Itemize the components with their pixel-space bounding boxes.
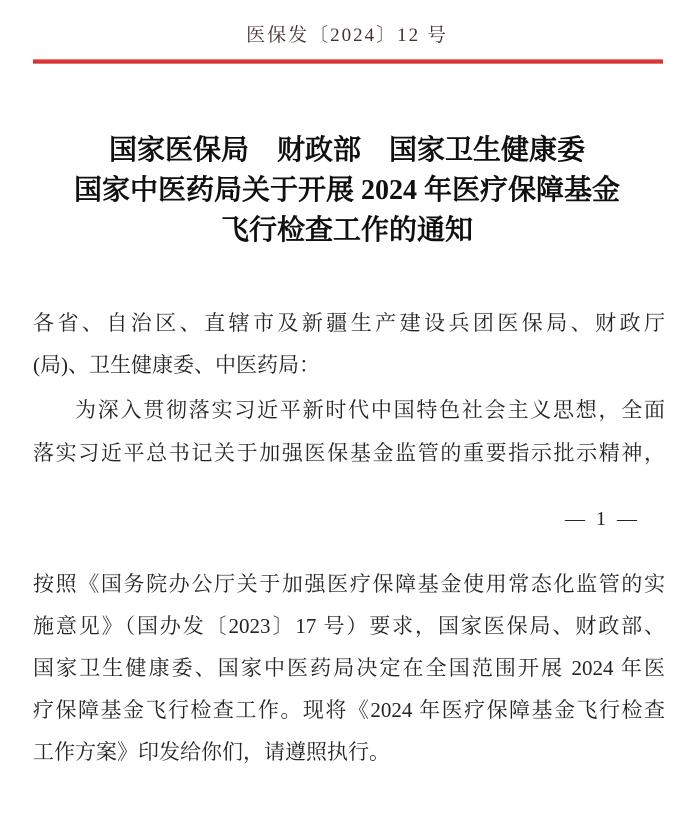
red-separator-line <box>33 59 663 64</box>
doc-number: 医保发〔2024〕12 号 <box>246 25 448 46</box>
body-paragraph-1 <box>33 389 665 475</box>
title-line-2: 国家中医药局关于开展 2024 年医疗保障基金 <box>73 175 620 206</box>
title-line-3: 飞行检查工作的通知 <box>220 215 473 246</box>
title-line-1: 国家医保局 财政部 国家卫生健康委 <box>108 135 585 166</box>
paragraph2-line-4: 疗保障基金飞行检查工作。现将《2024 年医疗保障基金飞行检查 <box>33 698 665 722</box>
paragraph2-line-3: 国家卫生健康委、国家中医药局决定在全国范围开展 2024 年医 <box>33 656 665 680</box>
salutation-line-1: 各省、自治区、直辖市及新疆生产建设兵团医保局、财政厅 <box>33 311 665 335</box>
salutation-line-2: (局)、卫生健康委、中医药局： <box>33 353 320 377</box>
document-title <box>20 131 674 251</box>
page-number: — 1 — <box>565 508 640 530</box>
paragraph2-line-1: 按照《国务院办公厅关于加强医疗保障基金使用常态化监管的实 <box>33 572 665 596</box>
body-paragraph-2 <box>33 563 665 773</box>
paragraph2-line-2: 施意见》（国办发〔2023〕17 号）要求，国家医保局、财政部、 <box>33 614 665 638</box>
paragraph1-line-2: 落实习近平总书记关于加强医保基金监管的重要指示批示精神， <box>33 441 665 465</box>
paragraph1-line-1: 为深入贯彻落实习近平新时代中国特色社会主义思想，全面 <box>75 398 665 422</box>
paragraph2-line-5: 工作方案》印发给你们，请遵照执行。 <box>33 740 390 764</box>
salutation-paragraph <box>33 302 665 386</box>
